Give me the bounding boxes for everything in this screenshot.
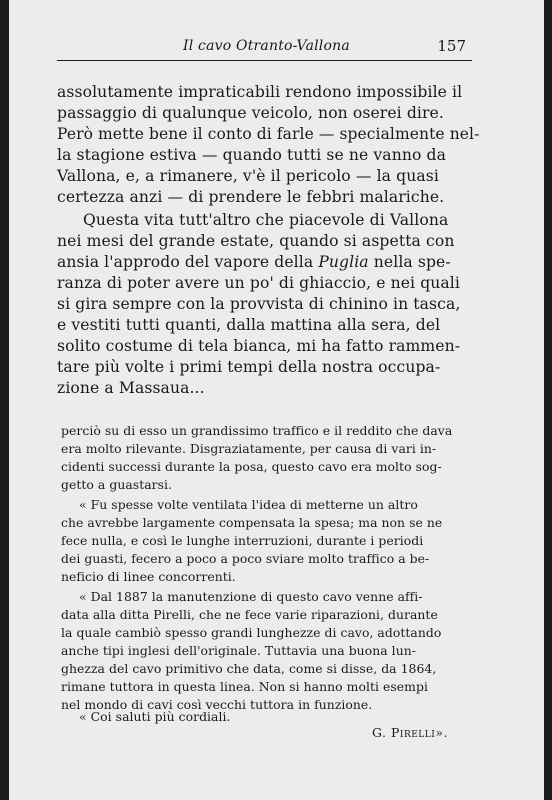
- page-number: 157: [437, 37, 466, 55]
- main-line: zione a Massaua...: [57, 379, 205, 397]
- signature-name: Pirelli: [391, 725, 436, 740]
- page-header: [57, 36, 472, 61]
- note-line: « Coi saluti più cordiali.: [79, 709, 231, 724]
- main-line: nei mesi del grande estate, quando si aspetta con: [57, 232, 455, 250]
- ship-name: Puglia: [318, 253, 369, 271]
- main-line: Vallona, e, a rimanere, v'è il pericolo — la quasi: [57, 167, 439, 185]
- signature-initial: G.: [372, 725, 387, 740]
- note-line: la quale cambiò spesso grandi lunghezze di cavo, adottando: [61, 625, 442, 640]
- main-line: la stagione estiva — quando tutti se ne vanno da: [57, 146, 447, 164]
- main-line: Questa vita tutt'altro che piacevole di Vallona: [83, 211, 449, 229]
- main-line: ranza di poter avere un po' di ghiaccio, e nei quali: [57, 274, 460, 292]
- main-line: passaggio di qualunque veicolo, non oserei dire.: [57, 104, 444, 122]
- main-line: e vestiti tutti quanti, dalla mattina alla sera, del: [57, 316, 441, 334]
- note-line: neficio di linee concorrenti.: [61, 569, 236, 584]
- note-line: ghezza del cavo primitivo che data, come si disse, da 1864,: [61, 661, 437, 676]
- main-line: ansia l'approdo del vapore della Puglia nella spe-: [57, 253, 451, 271]
- main-line: solito costume di tela bianca, mi ha fatto rammen-: [57, 337, 461, 355]
- note-line: getto a guastarsi.: [61, 477, 173, 492]
- note-line: anche tipi inglesi dell'originale. Tuttavia una buona lun-: [61, 643, 416, 658]
- main-line: Però mette bene il conto di farle — specialmente nel-: [57, 125, 480, 143]
- note-line: rimane tuttora in questa linea. Non si hanno molti esempi: [61, 679, 428, 694]
- note-line: « Dal 1887 la manutenzione di questo cavo venne affi-: [79, 589, 423, 604]
- signature-closing: ».: [435, 725, 448, 740]
- note-line: data alla ditta Pirelli, che ne fece varie riparazioni, durante: [61, 607, 438, 622]
- note-line: perciò su di esso un grandissimo traffico e il reddito che dava: [61, 423, 453, 438]
- note-line: fece nulla, e così le lunghe interruzioni, durante i periodi: [61, 533, 424, 548]
- main-line: si gira sempre con la provvista di chinino in tasca,: [57, 295, 461, 313]
- running-title: Il cavo Otranto-Vallona: [183, 38, 350, 54]
- note-line: era molto rilevante. Disgraziatamente, per causa di vari in-: [61, 441, 437, 456]
- main-line: assolutamente impraticabili rendono impossibile il: [57, 83, 463, 101]
- book-page: [9, 0, 544, 800]
- note-line: cidenti successi durante la posa, questo cavo era molto sog-: [61, 459, 442, 474]
- note-line: nel mondo di cavi così vecchi tuttora in funzione.: [61, 697, 373, 712]
- main-line: certezza anzi — di prendere le febbri malariche.: [57, 188, 445, 206]
- main-line: tare più volte i primi tempi della nostra occupa-: [57, 358, 441, 376]
- note-line: che avrebbe largamente compensata la spesa; ma non se ne: [61, 515, 443, 530]
- signature: [372, 725, 448, 740]
- note-line: « Fu spesse volte ventilata l'idea di metterne un altro: [79, 497, 418, 512]
- note-line: dei guasti, fecero a poco a poco sviare molto traffico a be-: [61, 551, 430, 566]
